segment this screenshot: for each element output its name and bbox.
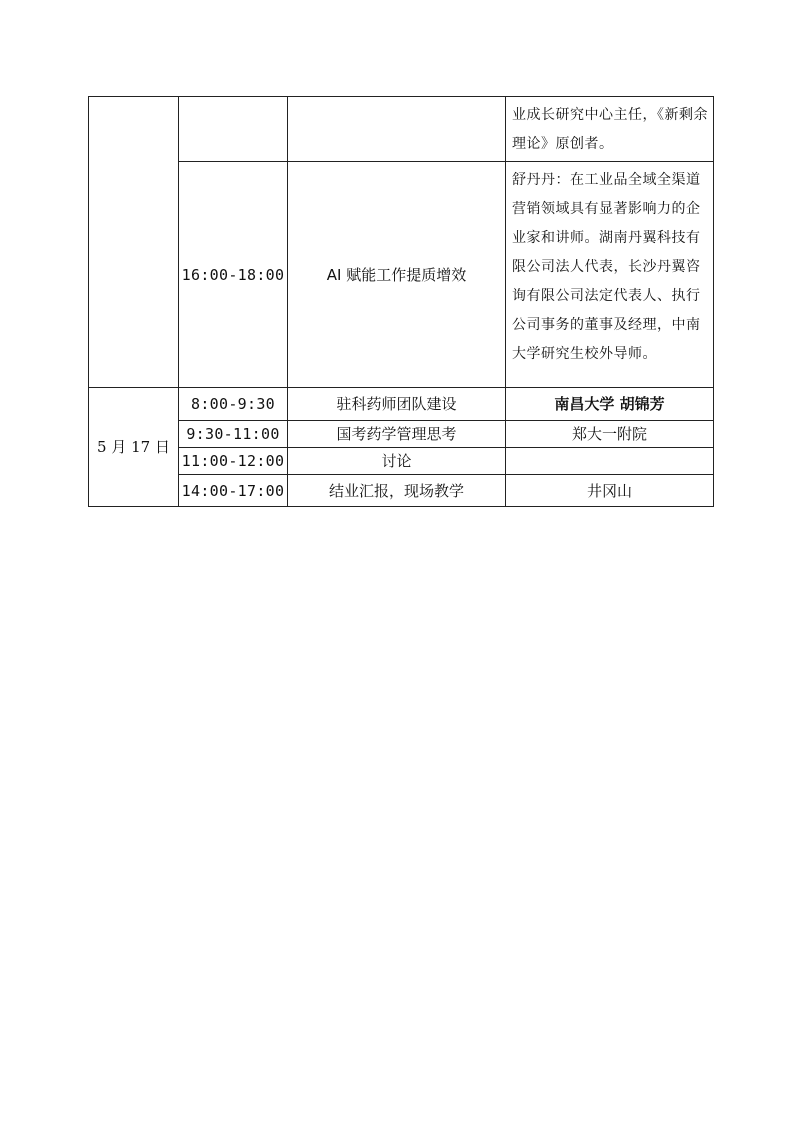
topic-cell: 国考药学管理思考	[288, 421, 506, 448]
time-cell: 14:00-17:00	[179, 475, 288, 507]
time-cell: 16:00-18:00	[179, 162, 288, 388]
speaker-bio-cell: 舒丹丹：在工业品全域全渠道营销领域具有显著影响力的企业家和讲师。湖南丹翼科技有限公司法人代表，长沙丹翼咨询有限公司法定代表人、执行公司事务的董事及经理，中南大学研究生校外导师。	[506, 162, 714, 388]
table-row	[89, 421, 714, 448]
topic-cell: AI 赋能工作提质增效	[288, 162, 506, 388]
speaker-cell-empty	[506, 448, 714, 475]
table-row	[89, 475, 714, 507]
schedule-table	[88, 96, 714, 507]
topic-cell-empty	[288, 97, 506, 162]
time-cell-empty	[179, 97, 288, 162]
table-row	[89, 448, 714, 475]
time-cell: 8:00-9:30	[179, 388, 288, 421]
table-row	[89, 388, 714, 421]
table-row	[89, 97, 714, 162]
time-cell: 11:00-12:00	[179, 448, 288, 475]
time-cell: 9:30-11:00	[179, 421, 288, 448]
speaker-bio-cell: 业成长研究中心主任，《新剩余理论》原创者。	[506, 97, 714, 162]
table-row	[89, 162, 714, 388]
topic-cell: 驻科药师团队建设	[288, 388, 506, 421]
topic-cell: 讨论	[288, 448, 506, 475]
speaker-cell: 郑大一附院	[506, 421, 714, 448]
topic-cell: 结业汇报，现场教学	[288, 475, 506, 507]
date-cell: 5 月 17 日	[89, 388, 179, 507]
speaker-cell: 井冈山	[506, 475, 714, 507]
date-cell-empty	[89, 97, 179, 388]
speaker-cell: 南昌大学 胡锦芳	[506, 388, 714, 421]
